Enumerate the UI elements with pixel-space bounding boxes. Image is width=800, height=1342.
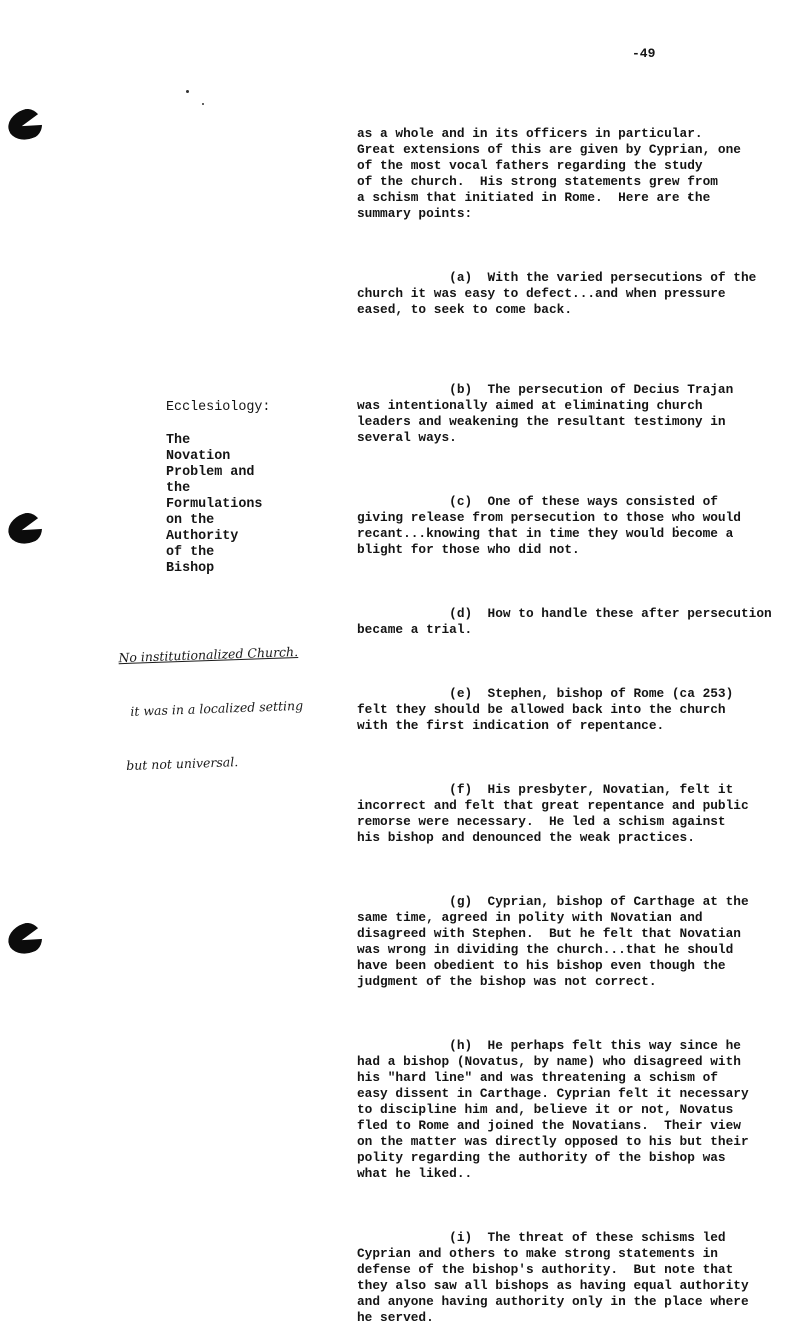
binder-hole-middle <box>4 509 46 549</box>
sidebar <box>166 400 270 577</box>
binder-hole-bottom <box>4 919 46 959</box>
point-h: (h) He perhaps felt this way since he had a bishop (Novatus, by name) who disagreed with his "hard line" and was threatening a schism of easy dissent in Carthage. Cyprian felt it necessary to discipline him and, believe it or not, Novatus fled to Rome and joined the Novatians. Their view on the matter was directly opposed to his but their polity regarding the authority of the bishop was what he liked.. <box>357 1038 749 1181</box>
scan-speck <box>202 103 204 105</box>
page-number: -49 <box>632 46 656 61</box>
point-b: (b) The persecution of Decius Trajan was intentionally aimed at eliminating church leaders and weakening the resultant testimony in several ways. <box>357 382 734 445</box>
note-line: it was in a localized setting <box>130 697 304 719</box>
body-text <box>357 94 787 1342</box>
point-c: (c) One of these ways consisted of giving release from persecution to those who would recant...knowing that in time they would become a blight for those who did not. <box>357 494 741 557</box>
point-g: (g) Cyprian, bishop of Carthage at the same time, agreed in polity with Novatian and disagreed with Stephen. But he felt that Novatian was wrong in dividing the church...that he should have been obedient to his bishop even though the judgment of the bishop was not correct. <box>357 894 749 989</box>
point-i: (i) The threat of these schisms led Cyprian and others to make strong statements in defense of the bishop's authority. But note that they also saw all bishops as having equal authority and anyone having authority only in the place where he served. <box>357 1230 749 1325</box>
handwritten-margin-note <box>117 607 306 793</box>
sidebar-topic: The Novation Problem and the Formulations on the Authority of the Bishop <box>166 433 263 576</box>
intro-paragraph: as a whole and in its officers in particular. Great extensions of this are given by Cyprian, one of the most vocal fathers regarding the study of the church. His strong statements grew from a schism that initiated in Rome. Here are the summary points: <box>357 126 741 221</box>
point-f: (f) His presbyter, Novatian, felt it incorrect and felt that great repentance and public remorse were necessary. He led a schism against his bishop and denounced the weak practices. <box>357 782 749 845</box>
note-line: No institutionalized Church. <box>118 643 299 666</box>
sidebar-heading: Ecclesiology: <box>166 400 271 415</box>
point-e: (e) Stephen, bishop of Rome (ca 253) felt they should be allowed back into the church with the first indication of repentance. <box>357 686 734 733</box>
scan-speck <box>186 90 189 93</box>
note-line: but not universal. <box>125 754 239 774</box>
point-a: (a) With the varied persecutions of the church it was easy to defect...and when pressure eased, to seek to come back. <box>357 270 757 317</box>
point-d: (d) How to handle these after persecution became a trial. <box>357 606 772 637</box>
binder-hole-top <box>4 105 46 145</box>
